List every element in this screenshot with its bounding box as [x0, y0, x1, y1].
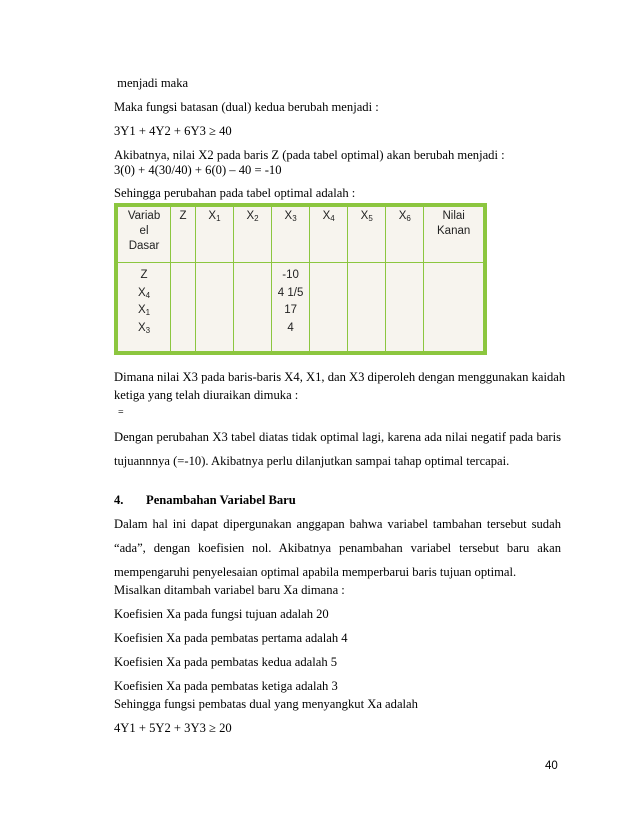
text-line: tujuannnya (=-10). Akibatnya perlu dilanjutkan sampai tahap optimal tercapai.	[114, 454, 510, 468]
basis-variables-cell: Z $X_4$ $X_1$ $X_3$	[118, 263, 171, 352]
header-nilai-kanan: Nilai Kanan	[424, 207, 484, 263]
text-line: menjadi maka	[117, 76, 189, 90]
text-line: Sehingga fungsi pembatas dual yang menyangkut Xa adalah	[114, 697, 418, 711]
header-x4: $X_4$	[310, 207, 348, 263]
simplex-table	[117, 206, 484, 352]
text-line: ketiga yang telah diuraikan dimuka :	[114, 388, 299, 402]
paragraph-line: Dalam hal ini dapat dipergunakan anggapan bahwa variabel tambahan tersebut sudah	[114, 517, 561, 531]
header-x6: $X_6$	[386, 207, 424, 263]
text-line: Koefisien Xa pada pembatas ketiga adalah 3	[114, 679, 338, 693]
text-line: Koefisien Xa pada pembatas kedua adalah 5	[114, 655, 338, 669]
text-line: Dimana nilai X3 pada baris-baris X4, X1, dan X3 diperoleh dengan menggunakan kaidah	[114, 370, 566, 384]
text-line: Koefisien Xa pada fungsi tujuan adalah 20	[114, 607, 329, 621]
simplex-table-image	[114, 203, 487, 355]
header-x3: $X_3$	[272, 207, 310, 263]
nilai-kanan-column-cell	[424, 263, 484, 352]
paragraph-line: mempengaruhi penyelesaian optimal apabila memperbarui baris tujuan optimal.	[114, 565, 517, 579]
header-variabel-dasar: Variab el Dasar	[118, 207, 171, 263]
paragraph-line: “ada”, dengan koefisien nol. Akibatnya penambahan variabel tersebut baru akan	[114, 541, 561, 555]
x6-column-cell	[386, 263, 424, 352]
text-line: Dengan perubahan X3 tabel diatas tidak optimal lagi, karena ada nilai negatif pada baris	[114, 430, 561, 444]
equation-line: 3(0) + 4(30/40) + 6(0) – 40 = -10	[114, 163, 282, 177]
equation-line: =	[118, 407, 124, 418]
z-column-cell	[171, 263, 196, 352]
x1-column-cell	[195, 263, 233, 352]
text-line: Misalkan ditambah variabel baru Xa dimana :	[114, 583, 345, 597]
text-line: Koefisien Xa pada pembatas pertama adalah 4	[114, 631, 348, 645]
section-heading: 4. Penambahan Variabel Baru	[114, 493, 296, 507]
page-number: 40	[545, 760, 558, 772]
table-header-row	[118, 207, 484, 263]
x2-column-cell	[234, 263, 272, 352]
table-body-row	[118, 263, 484, 352]
x4-column-cell	[310, 263, 348, 352]
header-z: Z	[171, 207, 196, 263]
equation-line: 4Y1 + 5Y2 + 3Y3 ≥ 20	[114, 721, 232, 735]
text-line: Sehingga perubahan pada tabel optimal adalah :	[114, 186, 356, 200]
x3-column-cell: -10 4 1/5 17 4	[272, 263, 310, 352]
text-line: Maka fungsi batasan (dual) kedua berubah menjadi :	[114, 100, 379, 114]
x5-column-cell	[348, 263, 386, 352]
header-x1: $X_1$	[195, 207, 233, 263]
header-x2: $X_2$	[234, 207, 272, 263]
text-line: Akibatnya, nilai X2 pada baris Z (pada tabel optimal) akan berubah menjadi :	[114, 148, 505, 162]
header-x5: $X_5$	[348, 207, 386, 263]
equation-line: 3Y1 + 4Y2 + 6Y3 ≥ 40	[114, 124, 232, 138]
